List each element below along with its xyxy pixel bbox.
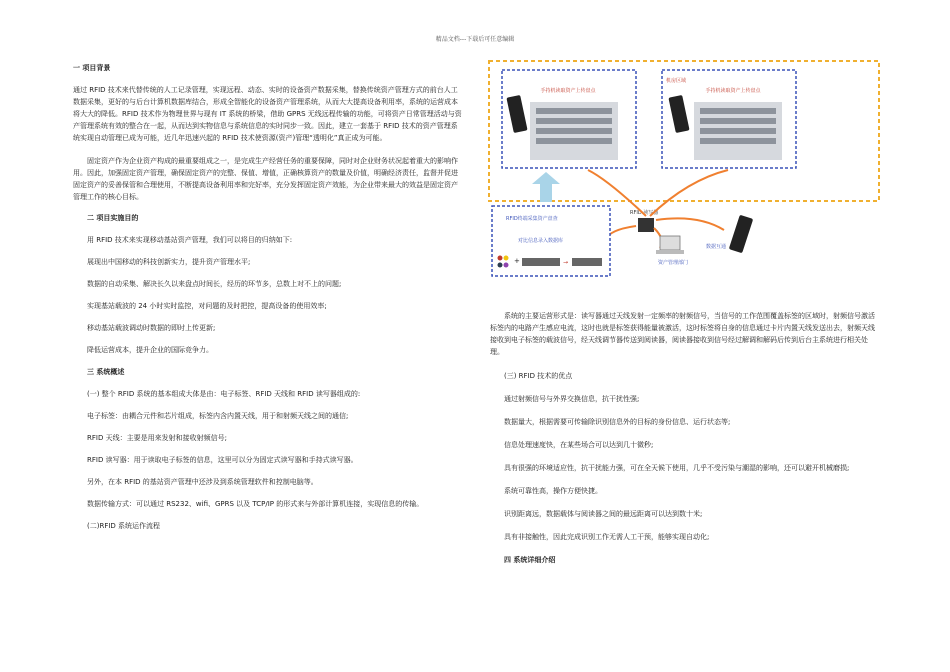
color-dot — [498, 256, 503, 261]
page-header: 精品文档---下载后可任意编辑 — [435, 36, 515, 43]
section-heading: (三) RFID 技术的优点 — [504, 372, 573, 380]
list-item: 降低运营成本，提升企业的国际竞争力。 — [87, 346, 213, 354]
rfid-reader-device — [638, 218, 654, 232]
paragraph: 固定资产作为企业资产构成的最重要组成之一，是完成生产经营任务的重要保障，同时对企业财务状况起着重大的影响作用。因此，加强固定资产管理，确保固定资产的完整、保值、增值，正确核算资产的数量及价值，明确经济责任，监督并促进固定资产的妥善保管和合理使用，不断提高设备利用率和完好率，充分发挥固定资产效能，为企业带来最大的效益是固定资产管理工作的核心目标。 — [73, 157, 458, 201]
color-dot — [504, 256, 509, 261]
rack-unit — [536, 128, 612, 134]
box3-title: RFID终端采集资产盘查 — [506, 216, 558, 222]
box1-title: 手持机读取资产上传盘点 — [540, 88, 596, 94]
computer-icon — [660, 236, 680, 250]
handheld-reader-icon — [729, 215, 753, 254]
flow-arrow — [656, 218, 724, 230]
handheld-label: 数据互通 — [706, 244, 727, 250]
color-dot — [498, 263, 503, 268]
paragraph: (二)RFID 系统运作流程 — [87, 522, 161, 530]
right-column — [490, 310, 878, 566]
paragraph: RFID 天线：主要是用来发射和接收射频信号; — [87, 434, 227, 442]
paragraph: 系统的主要运营形式是：读写器通过天线发射一定频率的射频信号，当信号的工作范围覆盖标签的区域时，射频信号激活标签内的电路产生感应电流，这时也就是标签获得能量被激活，这时标签将自身的信息通过卡片内置天线发送出去，射频天线接收到电子标签的载波信号，经天线调节器传送到阅读器，阅读器接收到信号经过解调和解码后传到后台主系统进行相关处理。 — [490, 312, 875, 356]
list-item: 展现出中国移动的科技创新实力，提升资产管理水平; — [87, 258, 251, 266]
rack-unit — [536, 118, 612, 124]
paragraph: 用 RFID 技术来实现移动基站资产管理，我们可以将目的归纳如下: — [87, 236, 293, 244]
rfid-flow-diagram — [488, 60, 880, 290]
section-heading-2: 二 项目实施目的 — [87, 214, 139, 222]
rack-unit — [536, 108, 612, 114]
list-item: 系统可靠性高，操作方便快捷。 — [504, 487, 602, 495]
section-heading-3: 三 系统概述 — [87, 368, 125, 376]
plus-sign: + — [514, 257, 520, 265]
rack-unit — [700, 108, 776, 114]
list-item: 实现基站载波的 24 小时实时监控，对问题的及时把控，提高设备的使用效率; — [87, 302, 327, 310]
left-column — [73, 62, 463, 532]
paragraph: 另外，在本 RFID 的基站资产管理中还涉及到系统管理软件和控制电脑等。 — [87, 478, 318, 486]
box3-sub: 对比信息录入数据库 — [518, 238, 564, 244]
rack-unit — [700, 128, 776, 134]
paragraph: 电子标签：由耦合元件和芯片组成，标签内含内置天线，用于和射频天线之间的通信; — [87, 412, 349, 420]
rack-unit — [700, 118, 776, 124]
reader-label: RFID 读写器 — [630, 210, 659, 216]
section-heading-1: 一 项目背景 — [73, 64, 111, 72]
diagram-svg — [488, 60, 880, 290]
box2-title: 手持机读取资产上传盘点 — [705, 88, 761, 94]
paragraph: 通过 RFID 技术来代替传统的人工记录管理，实现远程、动态、实时的设备资产数据采集，替换传统资产管理方式的前台人工数据采集，更好的与后台计算机数据库结合，形成全智能化的设备资产管理系统，从而大大提高设备利用率，系统的运营成本将大大的降低。RFID 技术作为物理世界与现有 IT 系统的桥梁，借助 GPRS 无线远程传输的功能，可将资产日常管理活动与资产管理系统有效的整合在一起，从而达到实物信息与系统信息的实时同步一致。因此，建立一套基于 RFID 技术的资产管理系统实现自动管理已成为可能，近几年迅速兴起的 RFID 技术使资源(资产)管理“透明化”真正成为可能。 — [73, 86, 462, 142]
list-item: 数据量大，根据需要可传输除识别信息外的目标的身份信息、运行状态等; — [504, 418, 731, 426]
list-item: 数据的自动采集、解决长久以来盘点时间长，经历的环节多，总数上对不上的问题; — [87, 280, 342, 288]
list-item: 信息处理速度快，在某些场合可以达到几十微秒; — [504, 441, 654, 449]
section-heading-4: 四 系统详细介绍 — [504, 556, 556, 564]
rack-unit — [700, 138, 776, 144]
arrow-sign: → — [563, 259, 569, 266]
paragraph: (一) 整个 RFID 系统的基本组成大体是由：电子标签、RFID 天线和 RFID 读写器组成的: — [87, 390, 361, 398]
list-item: 通过射频信号与外界交换信息，抗干扰性强; — [504, 395, 640, 403]
list-item: 识别距离远，数据载体与阅读器之间的最远距离可以达到数十米; — [504, 510, 703, 518]
color-dot — [504, 263, 509, 268]
fixed-reader-device — [572, 258, 602, 266]
list-item: 移动基站载波调动时数据的即时上传更新; — [87, 324, 216, 332]
list-item: 具有很强的环境适应性，抗干扰能力强，可在全天候下使用，几乎不受污染与潮湿的影响，还可以避开机械磨损; — [504, 464, 850, 472]
rack-unit — [536, 138, 612, 144]
paragraph: 数据传输方式：可以通过 RS232、wifi、GPRS 以及 TCP/IP 的形式来与外部计算机连接，实现信息的传输。 — [87, 500, 424, 508]
fixed-reader-device — [522, 258, 560, 266]
list-item: 具有非接触性，因此完成识别工作无需人工干预，能够实现自动化; — [504, 533, 710, 541]
paragraph: RFID 读写器：用于读取电子标签的信息，这里可以分为固定式读写器和手持式读写器。 — [87, 456, 358, 464]
keyboard-icon — [656, 250, 684, 254]
mgmt-label: 资产管理部门 — [658, 260, 689, 266]
box2-label: 机房区域 — [666, 78, 687, 84]
